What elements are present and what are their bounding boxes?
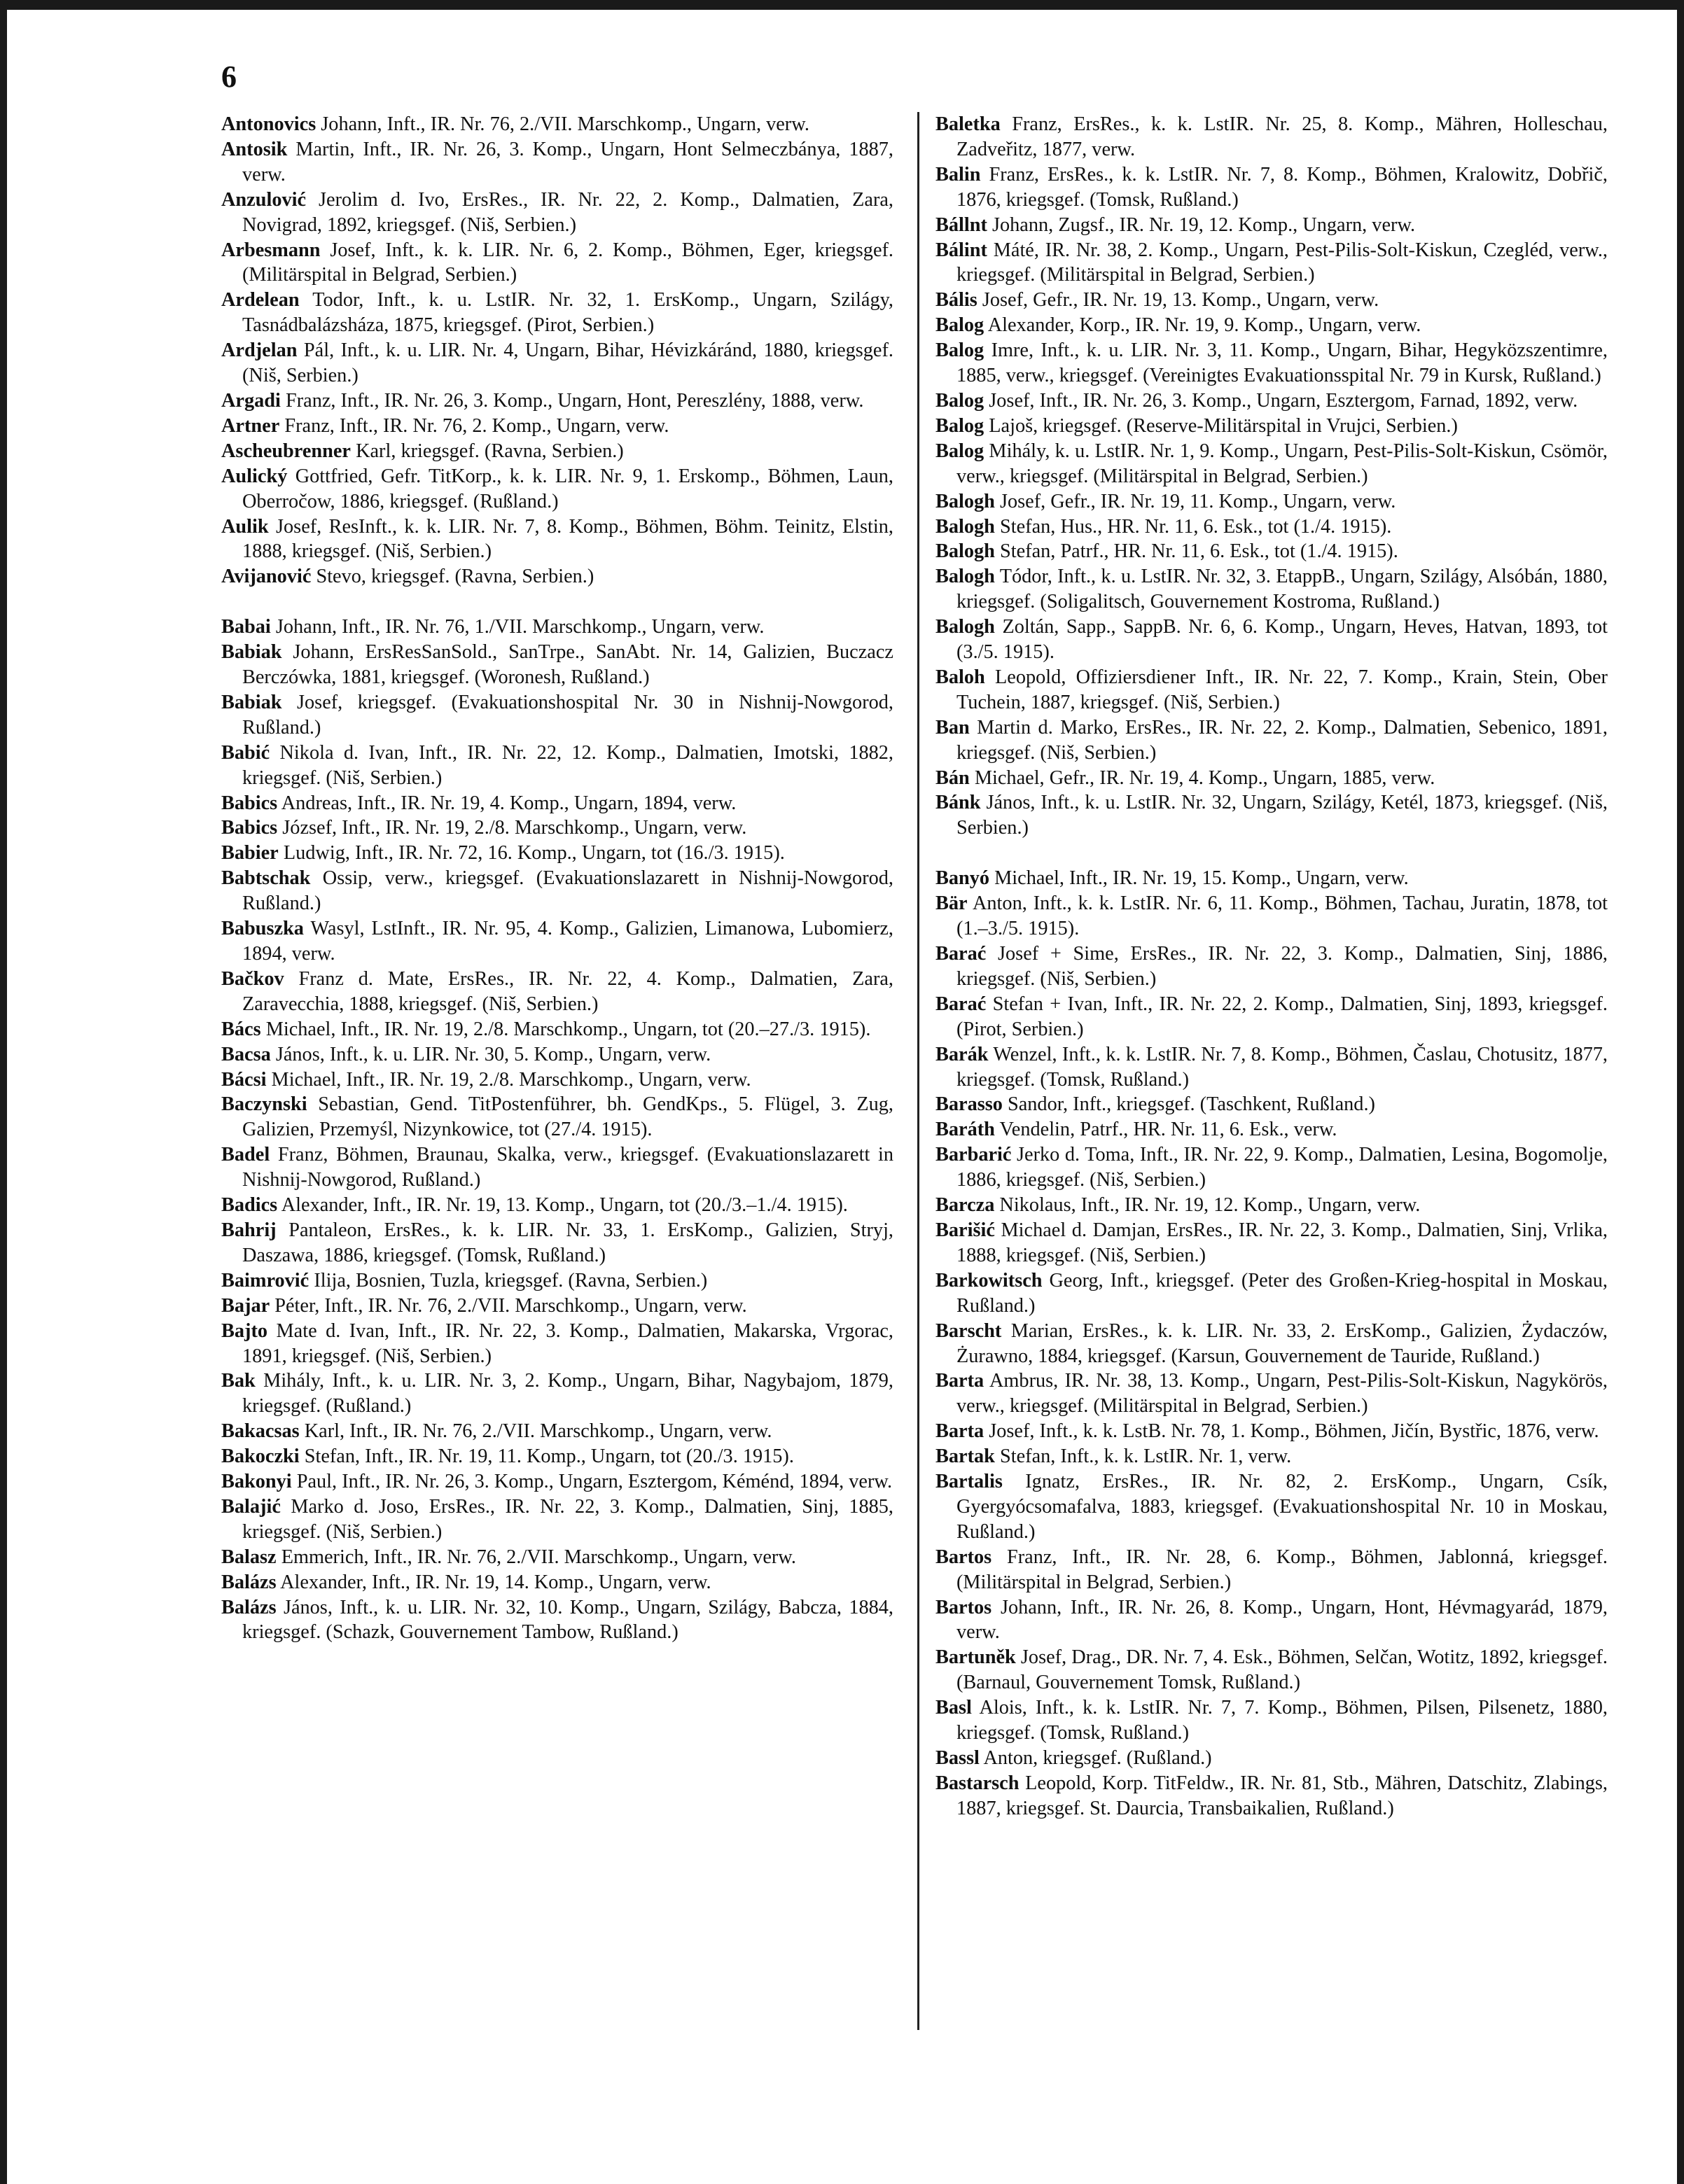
- casualty-entry: [221, 841, 893, 866]
- casualty-entry: [935, 238, 1608, 288]
- entry-details: Stefan, Inft., k. k. LstIR. Nr. 1, verw.: [999, 1446, 1292, 1468]
- entry-surname: Babai: [221, 616, 271, 638]
- casualty-entry: [935, 1193, 1608, 1218]
- casualty-entry: [935, 414, 1608, 439]
- casualty-entry: [935, 1444, 1608, 1469]
- entry-surname: Balajić: [221, 1495, 281, 1518]
- entry-details: Martin d. Marko, ErsRes., IR. Nr. 22, 2. Komp., Dalmatien, Sebenico, 1891, kriegsgef. (Niš, Serbien.): [956, 716, 1608, 764]
- entry-details: Karl, kriegsgef. (Ravna, Serbien.): [356, 440, 624, 462]
- casualty-entry: [221, 967, 893, 1017]
- entry-surname: Bartalis: [935, 1471, 1003, 1493]
- entry-details: Josef, Inft., k. k. LstB. Nr. 78, 1. Komp., Böhmen, Jičín, Bystřic, 1876, verw.: [989, 1420, 1599, 1443]
- entry-details: Franz d. Mate, ErsRes., IR. Nr. 22, 4. Komp., Dalmatien, Zara, Zaravecchia, 1888, kriegsgef. (Niš, Serbien.): [242, 967, 894, 1015]
- casualty-entry: [935, 1545, 1608, 1595]
- entry-surname: Barasso: [935, 1093, 1003, 1116]
- casualty-entry: [221, 414, 893, 439]
- entry-details: Máté, IR. Nr. 38, 2. Komp., Ungarn, Pest-Pilis-Solt-Kiskun, Czegléd, verw., kriegsgef. (Militärspital in Belgrad, Serbien.): [956, 239, 1608, 286]
- entry-surname: Babiak: [221, 691, 282, 713]
- casualty-entry: [935, 338, 1608, 388]
- entry-surname: Bartak: [935, 1446, 995, 1468]
- entry-surname: Bahrij: [221, 1219, 277, 1241]
- casualty-entry: [935, 1117, 1608, 1142]
- entry-details: Stefan, Patrf., HR. Nr. 11, 6. Esk., tot (1./4. 1915).: [1000, 540, 1398, 563]
- entry-surname: Babics: [221, 817, 278, 839]
- entry-details: Stefan + Ivan, Inft., IR. Nr. 22, 2. Komp., Dalmatien, Sinj, 1893, kriegsgef. (Pirot, Serbien.): [956, 993, 1608, 1040]
- entry-surname: Badics: [221, 1194, 278, 1217]
- entry-details: Mihály, k. u. LstIR. Nr. 1, 9. Komp., Ungarn, Pest-Pilis-Solt-Kiskun, Csömör, verw., kriegsgef. (Militärspital in Belgrad, Serbien.): [956, 440, 1608, 487]
- entry-surname: Bak: [221, 1370, 256, 1392]
- entry-surname: Bačkov: [221, 967, 284, 990]
- casualty-entry: [221, 1017, 893, 1042]
- entry-surname: Balogh: [935, 540, 995, 563]
- casualty-entry: [221, 866, 893, 916]
- casualty-entry: [935, 941, 1608, 992]
- entry-details: Alois, Inft., k. k. LstIR. Nr. 7, 7. Komp., Böhmen, Pilsen, Pilsenetz, 1880, kriegsgef. (Tomsk, Rußland.): [956, 1697, 1608, 1744]
- entry-details: Nikolaus, Inft., IR. Nr. 19, 12. Komp., Ungarn, verw.: [999, 1194, 1421, 1217]
- casualty-entry: [221, 1294, 893, 1319]
- entry-details: József, Inft., IR. Nr. 19, 2./8. Marschkomp., Ungarn, verw.: [282, 817, 747, 839]
- casualty-entry: [221, 1419, 893, 1444]
- entry-details: Nikola d. Ivan, Inft., IR. Nr. 22, 12. Komp., Dalmatien, Imotski, 1882, kriegsgef. (Niš, Serbien.): [242, 741, 893, 789]
- entry-surname: Badel: [221, 1144, 270, 1166]
- entry-surname: Arbesmann: [221, 239, 321, 261]
- casualty-entry: [221, 690, 893, 741]
- casualty-entry: [935, 564, 1608, 615]
- entry-surname: Babtschak: [221, 867, 311, 890]
- entry-surname: Artner: [221, 414, 280, 437]
- entry-details: Alexander, Inft., IR. Nr. 19, 13. Komp., Ungarn, tot (20./3.–1./4. 1915).: [281, 1194, 848, 1217]
- entry-details: Wasyl, LstInft., IR. Nr. 95, 4. Komp., Galizien, Limanowa, Lubomierz, 1894, verw.: [242, 918, 893, 965]
- entry-details: Franz, Böhmen, Braunau, Skalka, verw., kriegsgef. (Evakuationslazarett in Nishnij-Nowgorod, Rußland.): [242, 1144, 894, 1191]
- entry-details: Josef, Inft., IR. Nr. 26, 3. Komp., Ungarn, Esztergom, Farnad, 1892, verw.: [989, 389, 1578, 412]
- entry-surname: Balog: [935, 314, 984, 337]
- entry-details: Franz, Inft., IR. Nr. 28, 6. Komp., Böhmen, Jablonná, kriegsgef. (Militärspital in Belgrad, Serbien.): [956, 1546, 1608, 1593]
- entry-details: Johann, Zugsf., IR. Nr. 19, 12. Komp., Ungarn, verw.: [992, 214, 1416, 236]
- entry-details: Franz, ErsRes., k. k. LstIR. Nr. 25, 8. Komp., Mähren, Holleschau, Zadveřitz, 1877, verw.: [956, 113, 1608, 160]
- casualty-entry: [221, 1142, 893, 1193]
- casualty-entry: [935, 288, 1608, 313]
- entry-details: Pál, Inft., k. u. LIR. Nr. 4, Ungarn, Bihar, Hévizkáránd, 1880, kriegsgef. (Niš, Serbien.): [242, 340, 893, 387]
- casualty-entry: [935, 1469, 1608, 1545]
- section-gap: [935, 841, 1608, 866]
- casualty-entry: [935, 615, 1608, 665]
- entry-surname: Baletka: [935, 113, 1001, 135]
- entry-surname: Basl: [935, 1697, 972, 1719]
- casualty-entry: [935, 162, 1608, 213]
- entry-surname: Balázs: [221, 1571, 277, 1593]
- entry-details: Zoltán, Sapp., SappB. Nr. 6, 6. Komp., Ungarn, Heves, Hatvan, 1893, tot (3./5. 1915).: [956, 616, 1608, 664]
- entry-details: Josef, Gefr., IR. Nr. 19, 13. Komp., Ungarn, verw.: [982, 289, 1379, 312]
- casualty-entry: [221, 741, 893, 791]
- casualty-entry: [221, 640, 893, 690]
- casualty-entry: [221, 1218, 893, 1268]
- entry-surname: Bakoczki: [221, 1446, 300, 1468]
- entry-details: Paul, Inft., IR. Nr. 26, 3. Komp., Ungarn, Esztergom, Kéménd, 1894, verw.: [296, 1471, 893, 1493]
- entry-surname: Anzulović: [221, 188, 307, 211]
- casualty-entry: [935, 1268, 1608, 1319]
- entry-surname: Avijanović: [221, 566, 312, 588]
- entry-details: Ossip, verw., kriegsgef. (Evakuationslazarett in Nishnij-Nowgorod, Rußland.): [242, 867, 893, 915]
- casualty-entry: [935, 1595, 1608, 1646]
- column-divider: [917, 112, 919, 2030]
- casualty-entry: [935, 766, 1608, 791]
- casualty-entry: [221, 1494, 893, 1545]
- casualty-entry: [935, 1645, 1608, 1695]
- entry-details: Michael, Gefr., IR. Nr. 19, 4. Komp., Ungarn, 1885, verw.: [974, 766, 1435, 789]
- entry-surname: Bális: [935, 289, 977, 312]
- left-column: [221, 112, 893, 1645]
- entry-details: Sandor, Inft., kriegsgef. (Taschkent, Rußland.): [1007, 1093, 1375, 1116]
- casualty-entry: [935, 1695, 1608, 1746]
- casualty-entry: [221, 112, 893, 137]
- entry-details: Stefan, Hus., HR. Nr. 11, 6. Esk., tot (1./4. 1915).: [1000, 515, 1392, 538]
- entry-surname: Barák: [935, 1043, 989, 1065]
- casualty-entry: [935, 1746, 1608, 1771]
- entry-surname: Barać: [935, 943, 987, 965]
- casualty-entry: [935, 388, 1608, 414]
- entry-surname: Bácsi: [221, 1068, 267, 1091]
- entry-surname: Balogh: [935, 566, 995, 588]
- entry-details: Josef, kriegsgef. (Evakuationshospital Nr. 30 in Nishnij-Nowgorod, Rußland.): [242, 691, 894, 738]
- casualty-entry: [221, 188, 893, 238]
- casualty-entry: [935, 665, 1608, 715]
- page-number: 6: [221, 59, 237, 94]
- entry-surname: Barta: [935, 1420, 984, 1443]
- casualty-entry: [935, 489, 1608, 514]
- entry-details: Leopold, Korp. TitFeldw., IR. Nr. 81, Stb., Mähren, Datschitz, Zlabings, 1887, kriegsgef. St. Daurcia, Transbaikalien, Rußland.): [956, 1772, 1608, 1819]
- entry-surname: Balogh: [935, 490, 995, 512]
- entry-surname: Balog: [935, 389, 984, 412]
- entry-surname: Balog: [935, 414, 984, 437]
- entry-surname: Ardjelan: [221, 340, 298, 362]
- entry-details: Michael, Inft., IR. Nr. 19, 15. Komp., Ungarn, verw.: [994, 867, 1409, 890]
- scan-left-border: [0, 0, 7, 2184]
- entry-surname: Bastarsch: [935, 1772, 1020, 1794]
- casualty-entry: [221, 1595, 893, 1646]
- casualty-entry: [935, 1042, 1608, 1093]
- entry-details: Mihály, Inft., k. u. LIR. Nr. 3, 2. Komp., Ungarn, Bihar, Nagybajom, 1879, kriegsgef. (Rußland.): [242, 1370, 894, 1418]
- entry-details: Anton, kriegsgef. (Rußland.): [983, 1747, 1212, 1769]
- entry-surname: Aulik: [221, 515, 269, 538]
- entry-details: Ludwig, Inft., IR. Nr. 72, 16. Komp., Ungarn, tot (16./3. 1915).: [283, 842, 785, 864]
- casualty-entry: [221, 916, 893, 967]
- entry-surname: Baráth: [935, 1119, 995, 1141]
- right-column: [935, 112, 1608, 1821]
- casualty-entry: [221, 1042, 893, 1068]
- casualty-entry: [221, 1268, 893, 1294]
- casualty-entry: [935, 514, 1608, 540]
- casualty-entry: [221, 238, 893, 288]
- entry-details: Sebastian, Gend. TitPostenführer, bh. GendKps., 5. Flügel, 3. Zug, Galizien, Przemyśl, Nizynkowice, tot (27./4. 1915).: [242, 1093, 894, 1141]
- entry-details: Wenzel, Inft., k. k. LstIR. Nr. 7, 8. Komp., Böhmen, Časlau, Chotusitz, 1877, kriegsgef. (Tomsk, Rußland.): [956, 1043, 1608, 1091]
- casualty-entry: [935, 213, 1608, 238]
- casualty-entry: [221, 137, 893, 188]
- entry-surname: Ascheubrenner: [221, 440, 351, 462]
- entry-surname: Bálint: [935, 239, 987, 261]
- casualty-entry: [221, 338, 893, 388]
- entry-surname: Barta: [935, 1370, 984, 1392]
- entry-details: Jerko d. Toma, Inft., IR. Nr. 22, 9. Komp., Dalmatien, Lesina, Bogomolje, 1886, kriegsgef. (Niš, Serbien.): [956, 1144, 1608, 1191]
- entry-details: Michael, Inft., IR. Nr. 19, 2./8. Marschkomp., Ungarn, tot (20.–27./3. 1915).: [265, 1018, 871, 1040]
- entry-details: Georg, Inft., kriegsgef. (Peter des Großen-Krieg-hospital in Moskau, Rußland.): [956, 1269, 1608, 1317]
- entry-details: Franz, ErsRes., k. k. LstIR. Nr. 7, 8. Komp., Böhmen, Kralowitz, Dobřič, 1876, kriegsgef. (Tomsk, Rußland.): [956, 163, 1608, 211]
- casualty-entry: [221, 1319, 893, 1369]
- entry-surname: Bajar: [221, 1294, 270, 1317]
- entry-details: Franz, Inft., IR. Nr. 76, 2. Komp., Ungarn, verw.: [284, 414, 669, 437]
- casualty-entry: [935, 1368, 1608, 1419]
- entry-surname: Bartuněk: [935, 1646, 1016, 1669]
- casualty-entry: [935, 1319, 1608, 1369]
- entry-details: Tódor, Inft., k. u. LstIR. Nr. 32, 3. EtappB., Ungarn, Szilágy, Alsóbán, 1880, kriegsgef. (Soligalitsch, Gouvernement Kostroma, Rußland.): [956, 566, 1608, 613]
- entry-surname: Babiak: [221, 641, 282, 664]
- casualty-entry: [221, 288, 893, 338]
- entry-details: Josef + Sime, ErsRes., IR. Nr. 22, 3. Komp., Dalmatien, Sinj, 1886, kriegsgef. (Niš, Serbien.): [956, 943, 1608, 990]
- entry-details: Johann, ErsResSanSold., SanTrpe., SanAbt. Nr. 14, Galizien, Buczacz Berczówka, 1881, kriegsgef. (Woronesh, Rußland.): [242, 641, 893, 689]
- entry-surname: Balog: [935, 440, 984, 462]
- entry-details: Karl, Inft., IR. Nr. 76, 2./VII. Marschkomp., Ungarn, verw.: [304, 1420, 772, 1443]
- entry-surname: Balog: [935, 340, 984, 362]
- entry-details: Todor, Inft., k. u. LstIR. Nr. 32, 1. ErsKomp., Ungarn, Szilágy, Tasnádbalázsháza, 1875, kriegsgef. (Pirot, Serbien.): [242, 289, 893, 337]
- casualty-entry: [935, 1771, 1608, 1821]
- entry-surname: Bács: [221, 1018, 261, 1040]
- entry-details: Franz, Inft., IR. Nr. 26, 3. Komp., Ungarn, Hont, Pereszlény, 1888, verw.: [285, 389, 864, 412]
- entry-details: Leopold, Offiziersdiener Inft., IR. Nr. 22, 7. Komp., Krain, Stein, Ober Tuchein, 1887, kriegsgef. (Niš, Serbien.): [956, 666, 1608, 713]
- entry-surname: Bassl: [935, 1747, 980, 1769]
- casualty-entry: [221, 1570, 893, 1595]
- entry-details: Stefan, Inft., IR. Nr. 19, 11. Komp., Ungarn, tot (20./3. 1915).: [304, 1446, 794, 1468]
- casualty-entry: [221, 1368, 893, 1419]
- casualty-entry: [935, 1142, 1608, 1193]
- entry-surname: Baczynski: [221, 1093, 307, 1116]
- entry-details: Jerolim d. Ivo, ErsRes., IR. Nr. 22, 2. Komp., Dalmatien, Zara, Novigrad, 1892, kriegsgef. (Niš, Serbien.): [242, 188, 894, 236]
- entry-details: Johann, Inft., IR. Nr. 76, 2./VII. Marschkomp., Ungarn, verw.: [321, 113, 809, 135]
- entry-surname: Balogh: [935, 515, 995, 538]
- entry-details: Ilija, Bosnien, Tuzla, kriegsgef. (Ravna, Serbien.): [314, 1269, 708, 1292]
- entry-details: Martin, Inft., IR. Nr. 26, 3. Komp., Ungarn, Hont Selmeczbánya, 1887, verw.: [242, 138, 893, 186]
- entry-details: János, Inft., k. u. LstIR. Nr. 32, Ungarn, Szilágy, Ketél, 1873, kriegsgef. (Niš, Serbien.): [956, 792, 1608, 839]
- entry-surname: Babics: [221, 792, 278, 814]
- entry-surname: Barać: [935, 993, 987, 1015]
- casualty-entry: [221, 791, 893, 816]
- casualty-entry: [935, 1218, 1608, 1268]
- entry-surname: Bär: [935, 892, 968, 915]
- entry-surname: Balin: [935, 163, 981, 186]
- casualty-entry: [935, 112, 1608, 162]
- entry-details: Johann, Inft., IR. Nr. 26, 8. Komp., Ungarn, Hont, Hévmagyarád, 1879, verw.: [956, 1596, 1608, 1644]
- casualty-entry: [935, 715, 1608, 766]
- casualty-entry: [221, 388, 893, 414]
- entry-surname: Banyó: [935, 867, 990, 890]
- entry-surname: Bacsa: [221, 1043, 271, 1065]
- entry-details: Michael, Inft., IR. Nr. 19, 2./8. Marschkomp., Ungarn, verw.: [271, 1068, 751, 1091]
- entry-details: Imre, Inft., k. u. LIR. Nr. 3, 11. Komp., Ungarn, Bihar, Hegyközszentimre, 1885, verw., kriegsgef. (Vereinigtes Evakuationsspital Nr. 79 in Kursk, Rußland.): [956, 340, 1608, 387]
- entry-details: Alexander, Korp., IR. Nr. 19, 9. Komp., Ungarn, verw.: [987, 314, 1421, 337]
- entry-surname: Bán: [935, 766, 970, 789]
- casualty-entry: [935, 439, 1608, 489]
- casualty-entry: [221, 514, 893, 565]
- entry-surname: Balasz: [221, 1546, 277, 1568]
- entry-surname: Bakacsas: [221, 1420, 300, 1443]
- casualty-entry: [221, 464, 893, 514]
- entry-details: Josef, Drag., DR. Nr. 7, 4. Esk., Böhmen, Selčan, Wotitz, 1892, kriegsgef. (Barnaul, Gouvernement Tomsk, Rußland.): [956, 1646, 1608, 1694]
- entry-details: Johann, Inft., IR. Nr. 76, 1./VII. Marschkomp., Ungarn, verw.: [275, 616, 765, 638]
- entry-details: Péter, Inft., IR. Nr. 76, 2./VII. Marschkomp., Ungarn, verw.: [274, 1294, 747, 1317]
- entry-details: Josef, Inft., k. k. LIR. Nr. 6, 2. Komp., Böhmen, Eger, kriegsgef. (Militärspital in Belgrad, Serbien.): [242, 239, 894, 286]
- casualty-entry: [935, 790, 1608, 841]
- casualty-entry: [221, 1469, 893, 1494]
- casualty-entry: [935, 866, 1608, 891]
- entry-surname: Barbarić: [935, 1144, 1012, 1166]
- entry-details: Andreas, Inft., IR. Nr. 19, 4. Komp., Ungarn, 1894, verw.: [281, 792, 737, 814]
- casualty-entry: [935, 1092, 1608, 1117]
- entry-surname: Babier: [221, 842, 279, 864]
- entry-surname: Antonovics: [221, 113, 316, 135]
- casualty-entry: [935, 1419, 1608, 1444]
- entry-surname: Ardelean: [221, 289, 300, 312]
- entry-details: Anton, Inft., k. k. LstIR. Nr. 6, 11. Komp., Böhmen, Tachau, Juratin, 1878, tot (1.–3./5. 1915).: [956, 892, 1608, 940]
- entry-details: Mate d. Ivan, Inft., IR. Nr. 22, 3. Komp., Dalmatien, Makarska, Vrgorac, 1891, kriegsgef. (Niš, Serbien.): [242, 1320, 893, 1367]
- entry-details: Pantaleon, ErsRes., k. k. LIR. Nr. 33, 1. ErsKomp., Galizien, Stryj, Daszawa, 1886, kriegsgef. (Tomsk, Rußland.): [242, 1219, 894, 1266]
- entry-surname: Barišić: [935, 1219, 995, 1241]
- entry-surname: Bánk: [935, 792, 981, 814]
- entry-surname: Bállnt: [935, 214, 987, 236]
- entry-surname: Balogh: [935, 616, 995, 638]
- casualty-entry: [221, 1545, 893, 1570]
- entry-surname: Bakonyi: [221, 1471, 292, 1493]
- entry-surname: Balázs: [221, 1596, 277, 1618]
- entry-surname: Baimrović: [221, 1269, 309, 1292]
- casualty-entry: [221, 564, 893, 589]
- casualty-entry: [221, 1092, 893, 1142]
- entry-surname: Ban: [935, 716, 970, 738]
- entry-details: Ignatz, ErsRes., IR. Nr. 82, 2. ErsKomp., Ungarn, Csík, Gyergyócsomafalva, 1883, kriegsgef. (Evakuationshospital Nr. 10 in Moskau, Rußland.): [956, 1471, 1608, 1543]
- entry-surname: Argadi: [221, 389, 281, 412]
- entry-surname: Barkowitsch: [935, 1269, 1043, 1292]
- entry-details: Emmerich, Inft., IR. Nr. 76, 2./VII. Marschkomp., Ungarn, verw.: [281, 1546, 796, 1568]
- scan-right-border: [1677, 0, 1684, 2184]
- entry-details: Vendelin, Patrf., HR. Nr. 11, 6. Esk., verw.: [999, 1119, 1337, 1141]
- casualty-entry: [221, 439, 893, 464]
- entry-surname: Babuszka: [221, 918, 304, 940]
- entry-details: János, Inft., k. u. LIR. Nr. 32, 10. Komp., Ungarn, Szilágy, Babcza, 1884, kriegsgef. (Schazk, Gouvernement Tambow, Rußland.): [242, 1596, 893, 1644]
- entry-details: Stevo, kriegsgef. (Ravna, Serbien.): [316, 566, 594, 588]
- casualty-entry: [221, 1068, 893, 1093]
- casualty-entry: [935, 891, 1608, 941]
- casualty-entry: [935, 313, 1608, 338]
- entry-details: Lajoš, kriegsgef. (Reserve-Militärspital in Vrujci, Serbien.): [989, 414, 1458, 437]
- entry-details: János, Inft., k. u. LIR. Nr. 30, 5. Komp., Ungarn, verw.: [275, 1043, 711, 1065]
- entry-surname: Barcza: [935, 1194, 995, 1217]
- casualty-entry: [221, 1193, 893, 1218]
- entry-surname: Baloh: [935, 666, 985, 688]
- entry-details: Michael d. Damjan, ErsRes., IR. Nr. 22, 3. Komp., Dalmatien, Sinj, Vrlika, 1888, kriegsgef. (Niš, Serbien.): [956, 1219, 1608, 1266]
- entry-surname: Barscht: [935, 1320, 1002, 1342]
- entry-details: Marko d. Joso, ErsRes., IR. Nr. 22, 3. Komp., Dalmatien, Sinj, 1885, kriegsgef. (Niš, Serbien.): [242, 1495, 893, 1543]
- casualty-entry: [221, 615, 893, 640]
- section-gap: [221, 589, 893, 615]
- casualty-entry: [935, 992, 1608, 1042]
- casualty-entry: [221, 816, 893, 841]
- entry-details: Gottfried, Gefr. TitKorp., k. k. LIR. Nr. 9, 1. Erskomp., Böhmen, Laun, Oberročow, 1886, kriegsgef. (Rußland.): [242, 465, 893, 512]
- entry-details: Josef, ResInft., k. k. LIR. Nr. 7, 8. Komp., Böhmen, Böhm. Teinitz, Elstin, 1888, kriegsgef. (Niš, Serbien.): [242, 515, 893, 563]
- entry-surname: Antosik: [221, 138, 288, 160]
- casualty-entry: [935, 539, 1608, 564]
- entry-surname: Babić: [221, 741, 270, 764]
- entry-surname: Bajto: [221, 1320, 268, 1342]
- entry-details: Ambrus, IR. Nr. 38, 13. Komp., Ungarn, Pest-Pilis-Solt-Kiskun, Nagykörös, verw., kriegsgef. (Militärspital in Belgrad, Serbien.): [956, 1370, 1608, 1418]
- entry-surname: Aulický: [221, 465, 288, 487]
- casualty-entry: [221, 1444, 893, 1469]
- entry-details: Marian, ErsRes., k. k. LIR. Nr. 33, 2. ErsKomp., Galizien, Żydaczów, Żurawno, 1884, kriegsgef. (Karsun, Gouvernement de Tauride, Rußland.): [956, 1320, 1608, 1367]
- scan-top-border: [0, 0, 1684, 10]
- entry-surname: Bartos: [935, 1546, 992, 1568]
- entry-surname: Bartos: [935, 1596, 992, 1618]
- entry-details: Josef, Gefr., IR. Nr. 19, 11. Komp., Ungarn, verw.: [1000, 490, 1396, 512]
- entry-details: Alexander, Inft., IR. Nr. 19, 14. Komp., Ungarn, verw.: [280, 1571, 711, 1593]
